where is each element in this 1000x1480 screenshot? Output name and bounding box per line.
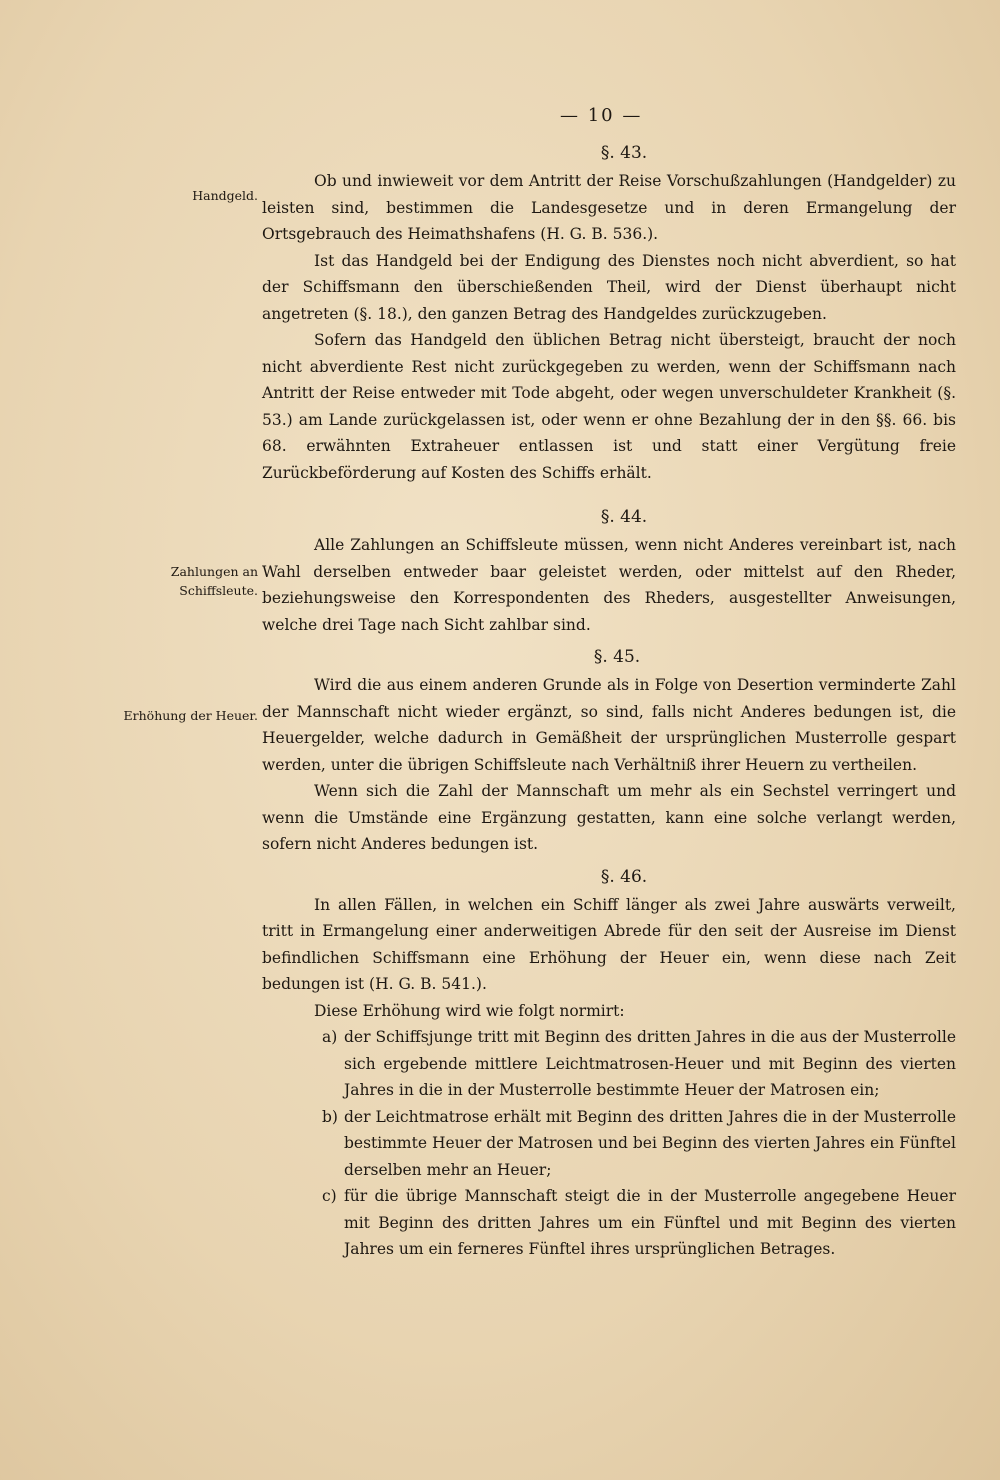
list-marker: a): [322, 1028, 338, 1046]
page-number: — 10 —: [560, 105, 643, 126]
list-item-text: für die übrige Mannschaft steigt die in der Musterrolle angegebene Heuer mit Beginn des dritten Jahres um ein Fünftel und mit Beginn des vierten Jahres um ein ferneres Fünftel ihres ursprünglichen Betrages.: [344, 1187, 956, 1258]
margin-note-erhoehung: [124, 706, 258, 725]
margin-note-line: Zahlungen an: [170, 564, 258, 579]
paragraph: In allen Fällen, in welchen ein Schiff länger als zwei Jahre auswärts verweilt, tritt in Ermangelung einer anderweitigen Abrede für den seit der Ausreise im Dienst befindlichen Schiffsmann eine Erhöhung der Heuer ein, wenn diese nach Zeit bedungen ist (H. G. B. 541.).: [262, 895, 956, 993]
main-text-column: [262, 138, 956, 1263]
paragraph: Diese Erhöhung wird wie folgt normirt:: [314, 1001, 625, 1020]
paragraph: Ob und inwieweit vor dem Antritt der Reise Vorschußzahlungen (Handgelder) zu leisten sind, bestimmen die Landesgesetze und in deren Ermangelung der Ortsgebrauch des Heimathshafens (H. G. B. 536.).: [262, 172, 956, 243]
paragraph: Ist das Handgeld bei der Endigung des Dienstes noch nicht abverdient, so hat der Schiffsmann den überschießenden Theil, wird der Dienst überhaupt nicht angetreten (§. 18.), den ganzen Betrag des Handgeldes zurückzugeben.: [262, 251, 956, 323]
paragraph: Sofern das Handgeld den üblichen Betrag nicht übersteigt, braucht der noch nicht abverdiente Rest nicht zurückgegeben zu werden, wenn der Schiffsmann nach Antritt der Reise entweder mit Tode abgeht, oder wegen unverschuldeter Krankheit (§. 53.) am Lande zurückgelassen ist, oder wenn er ohne Bezahlung der in den §§. 66. bis 68. erwähnten Extraheuer entlassen ist und statt einer Vergütung freie Zurückbeförderung auf Kosten des Schiffs erhält.: [262, 331, 956, 482]
paragraph: Wenn sich die Zahl der Mannschaft um mehr als ein Sechstel verringert und wenn die Umstände eine Ergänzung gestatten, kann eine solche verlangt werden, sofern nicht Anderes bedungen ist.: [262, 782, 956, 853]
section-heading-44: §. 44.: [600, 507, 648, 527]
section-heading-46: §. 46.: [600, 866, 648, 887]
section-heading-43: §. 43.: [600, 143, 648, 163]
margin-note-zahlungen: [171, 562, 258, 600]
margin-note-line: Schiffsleute.: [179, 583, 258, 598]
paragraph: Wird die aus einem anderen Grunde als in Folge von Desertion verminderte Zahl der Mannschaft nicht wieder ergänzt, so sind, falls nicht Anderes bedungen ist, die Heuergelder, welche dadurch in Gemäßheit der ursprünglichen Musterrolle gespart werden, unter die übrigen Schiffsleute nach Verhältniß ihrer Heuern zu vertheilen.: [262, 676, 956, 774]
list-marker: c): [322, 1187, 337, 1205]
paragraph: Alle Zahlungen an Schiffsleute müssen, wenn nicht Anderes vereinbart ist, nach Wahl derselben entweder baar geleistet werden, oder mittelst auf den Rheder, beziehungsweise den Korrespondenten des Rheders, ausgestellter Anweisungen, welche drei Tage nach Sicht zahlbar sind.: [262, 536, 956, 634]
margin-note-handgeld: [192, 186, 258, 205]
list-item: [262, 1024, 956, 1104]
list-marker: b): [322, 1107, 338, 1126]
list-item: [262, 1104, 956, 1184]
list-item: [262, 1183, 956, 1263]
margin-note-text: Erhöhung der Heuer.: [123, 708, 258, 723]
list-item-text: der Leichtmatrose erhält mit Beginn des dritten Jahres die in der Musterrolle bestimmte Heuer der Matrosen und bei Beginn des vierten Jahres ein Fünftel derselben mehr an Heuer;: [344, 1107, 956, 1179]
list-item-text: der Schiffsjunge tritt mit Beginn des dritten Jahres in die aus der Musterrolle sich ergebende mittlere Leichtmatrosen-Heuer und mit Beginn des vierten Jahres in die in der Musterrolle bestimmte Heuer der Matrosen ein;: [344, 1028, 956, 1099]
margin-note-text: Handgeld.: [192, 188, 258, 203]
section-heading-45: §. 45.: [593, 647, 641, 667]
